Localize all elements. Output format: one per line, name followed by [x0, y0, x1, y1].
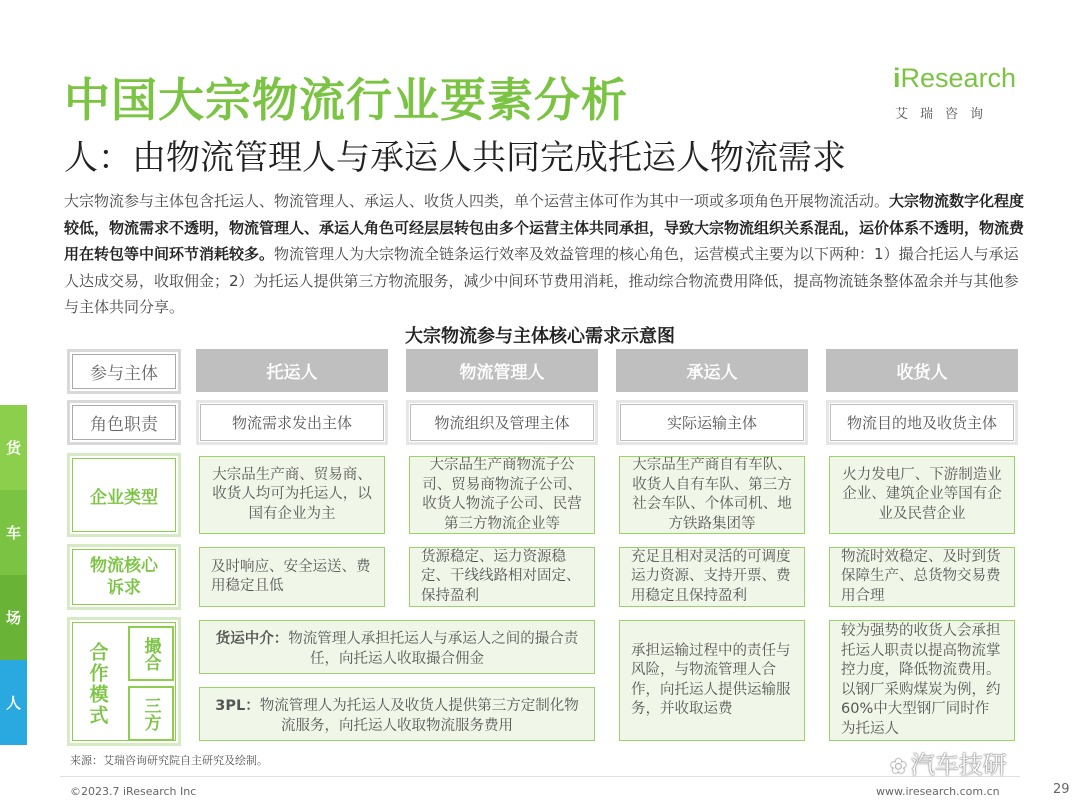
row-label-role: 角色职责 [67, 400, 181, 445]
enterprise-carrier: 大宗品生产商自有车队、收货人自有车队、第三方社会车队、个体司机、地方铁路集团等 [616, 453, 808, 537]
wechat-icon: ✿ [890, 754, 907, 778]
page-title: 中国大宗物流行业要素分析 [64, 73, 628, 127]
footer-website[interactable]: www.iresearch.com.cn [876, 785, 1000, 798]
enterprise-consignee: 火力发电厂、下游制造业企业、建筑企业等国有企业及民营企业 [826, 453, 1018, 537]
role-logistics-manager: 物流组织及管理主体 [406, 400, 598, 445]
row-label-demand: 物流核心诉求 [67, 544, 181, 610]
intro-text-bold: 大宗物流数字化程度较低，物流需求不透明，物流管理人、承运人角色可经层层转包由多个运营主体共同承担，导致大宗物流组织关系混乱，运价体系不透明，物流费用在转包等中间环节消耗较多。 [64, 192, 1025, 263]
header-carrier: 承运人 [616, 349, 808, 392]
intro-text-2: 物流管理人为大宗物流全链条运行效率及效益管理的核心角色，运营模式主要为以下两种：1）撮合托运人与承运人达成交易，收取佣金；2）为托运人提供第三方物流服务，减少中间环节费用消耗，推动综合物流费用降低，提高物流链条整体盈余并与其他参与主体共同分享。 [64, 245, 1019, 316]
coop-carrier: 承担运输过程中的责任与风险，与物流管理人合作，向托运人提供运输服务，并收取运费 [616, 617, 808, 744]
tab-site[interactable]: 场 [0, 575, 27, 660]
intro-text-1: 大宗物流参与主体包含托运人、物流管理人、承运人、收货人四类，单个运营主体可作为其中一项或多项角色开展物流活动。 [64, 192, 890, 210]
logo-chinese: 艾瑞咨询 [895, 107, 996, 122]
watermark [890, 745, 1007, 780]
row-label-coop-match: 撮合 [128, 626, 174, 681]
coop-3pl-text: 物流管理人为托运人及收货人提供第三方定制化物流服务，向托运人收取物流服务费用 [259, 698, 579, 734]
row-label-enterprise: 企业类型 [67, 453, 181, 537]
header-consignee: 收货人 [826, 349, 1018, 392]
demand-consignor: 及时响应、安全运送、费用稳定且低 [196, 544, 388, 610]
role-carrier: 实际运输主体 [616, 400, 808, 445]
iresearch-logo [893, 63, 1023, 123]
footer-copyright: ©2023.7 iResearch Inc [70, 785, 197, 798]
demand-logistics-manager: 货源稳定、运力资源稳定、干线线路相对固定、保持盈利 [406, 544, 598, 610]
coop-match [196, 617, 598, 677]
header-consignor: 托运人 [196, 349, 388, 392]
demand-consignee: 物流时效稳定、及时到货保障生产、总货物交易费用合理 [826, 544, 1018, 610]
coop-match-label: 货运中介： [215, 631, 289, 647]
logo-i: i [893, 63, 901, 93]
coop-match-text: 物流管理人承担托运人与承运人之间的撮合责任，向托运人收取撮合佣金 [288, 631, 579, 667]
row-label-participant: 参与主体 [67, 349, 181, 394]
role-consignor: 物流需求发出主体 [196, 400, 388, 445]
row-label-coop-3pl: 三方 [128, 686, 174, 741]
coop-3pl [196, 684, 598, 744]
tab-goods[interactable]: 货 [0, 405, 27, 490]
intro-paragraph [64, 188, 1026, 321]
watermark-text: 汽车技研 [910, 751, 1007, 779]
page-number: 29 [1053, 782, 1070, 797]
tab-people[interactable]: 人 [0, 660, 27, 745]
diagram-title: 大宗物流参与主体核心需求示意图 [405, 326, 675, 347]
enterprise-consignor: 大宗品生产商、贸易商、收货人均可为托运人，以国有企业为主 [196, 453, 388, 537]
row-label-coop: 合作模式 [86, 641, 109, 726]
demand-carrier: 充足且相对灵活的可调度运力资源、支持开票、费用稳定且保持盈利 [616, 544, 808, 610]
header-logistics-manager: 物流管理人 [406, 349, 598, 392]
footer-divider [60, 776, 1020, 777]
coop-3pl-label: 3PL： [215, 698, 260, 714]
row-label-coop-group [67, 617, 181, 746]
coop-consignee: 较为强势的收货人会承担托运人职责以提高物流掌控力度，降低物流费用。以钢厂采购煤炭为例，约60%中大型钢厂同时作为托运人 [826, 617, 1018, 744]
role-consignee: 物流目的地及收货主体 [826, 400, 1018, 445]
enterprise-logistics-manager: 大宗品生产商物流子公司、贸易商物流子公司、收货人物流子公司、民营第三方物流企业等 [406, 453, 598, 537]
page-subtitle: 人：由物流管理人与承运人共同完成托运人物流需求 [64, 138, 846, 178]
logo-word: Research [900, 63, 1017, 93]
tab-vehicle[interactable]: 车 [0, 490, 27, 575]
source-note: 来源：艾瑞咨询研究院自主研究及绘制。 [70, 754, 268, 767]
